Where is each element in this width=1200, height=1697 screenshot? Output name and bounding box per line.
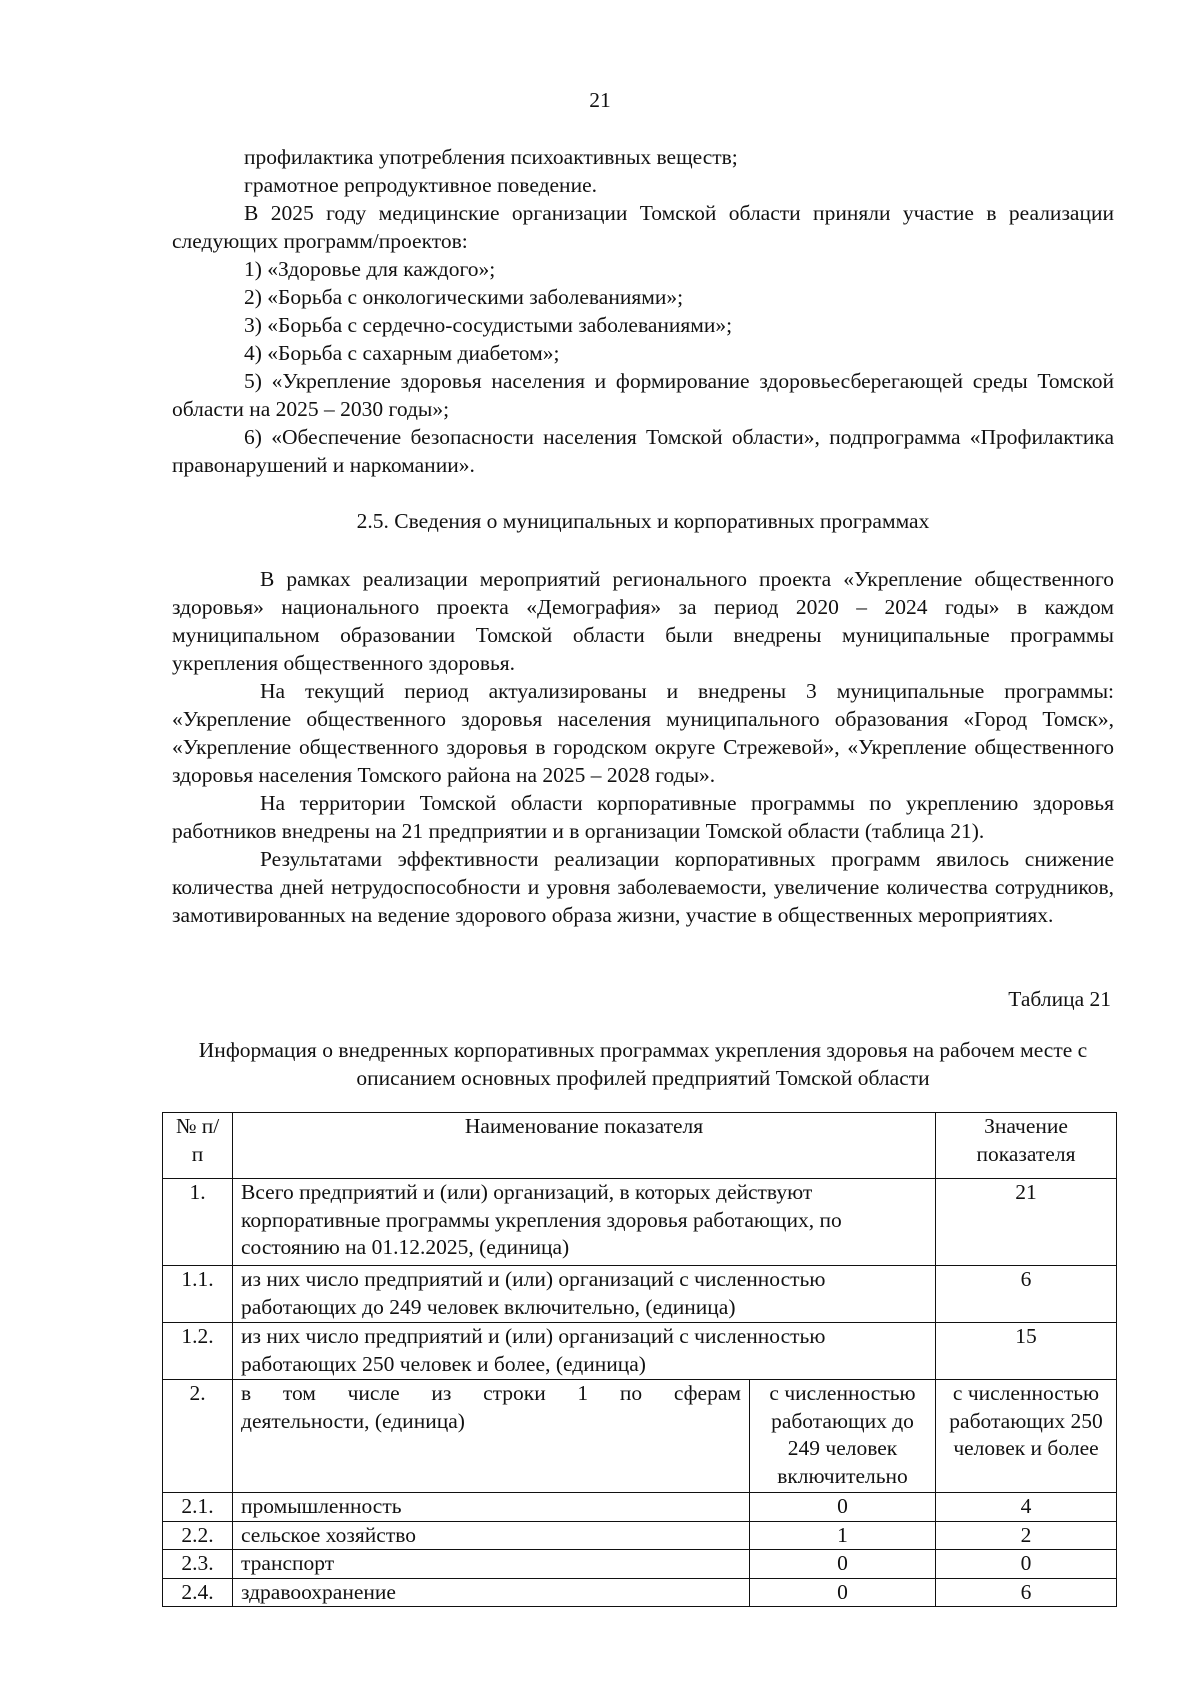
- indicators-table: [162, 1112, 1117, 1607]
- row-value: 15: [936, 1323, 1117, 1380]
- intro-block: [172, 143, 1114, 479]
- row-name: сельское хозяйство: [233, 1521, 750, 1550]
- row-num: 1.1.: [163, 1266, 233, 1323]
- row-large: 6: [936, 1578, 1117, 1607]
- section-paragraph: На текущий период актуализированы и внедрены 3 муниципальные программы: «Укрепление общественного здоровья населения муниципального образования «Город Томск», «Укрепление общественного здоровья в городском округе Стрежевой», «Укрепление общественного здоровья населения Томского района на 2025 – 2028 годы».: [172, 679, 1114, 787]
- row-large: 0: [936, 1550, 1117, 1579]
- table-row: [163, 1521, 1117, 1550]
- table-row: [163, 1266, 1117, 1323]
- row-name: [233, 1380, 750, 1493]
- section-paragraph: В рамках реализации мероприятий регионального проекта «Укрепление общественного здоровья» национального проекта «Демография» за период 2020 – 2024 годы» в каждом муниципальном образовании Томской области были внедрены муниципальные программы укрепления общественного здоровья.: [172, 567, 1114, 675]
- table-row: [163, 1323, 1117, 1380]
- program-item: 3) «Борьба с сердечно-сосудистыми заболеваниями»;: [244, 313, 733, 337]
- section-body: [172, 565, 1114, 929]
- row-name: Всего предприятий и (или) организаций, в которых действуют корпоративные программы укрепления здоровья работающих, по состоянию на 01.12.2025, (единица): [233, 1179, 936, 1266]
- row-large: 2: [936, 1521, 1117, 1550]
- table-header-row: [163, 1113, 1117, 1179]
- row-small: 0: [750, 1550, 936, 1579]
- table-label: Таблица 21: [1008, 987, 1111, 1011]
- row-name: промышленность: [233, 1493, 750, 1522]
- table-row: [163, 1493, 1117, 1522]
- row-name-line: деятельности, (единица): [241, 1408, 465, 1433]
- program-item: 2) «Борьба с онкологическими заболеваниями»;: [244, 285, 684, 309]
- row-name: из них число предприятий и (или) организаций с численностью работающих 250 человек и более, (единица): [233, 1323, 936, 1380]
- row-small: 0: [750, 1493, 936, 1522]
- table-row: [163, 1578, 1117, 1607]
- header-value: Значение показателя: [936, 1113, 1117, 1179]
- header-num: № п/п: [163, 1113, 233, 1179]
- table-row: [163, 1380, 1117, 1493]
- row-name: здравоохранение: [233, 1578, 750, 1607]
- section-paragraph: Результатами эффективности реализации корпоративных программ явилось снижение количества дней нетрудоспособности и уровня заболеваемости, увеличение количества сотрудников, замотивированных на ведение здорового образа жизни, участие в общественных мероприятиях.: [172, 847, 1114, 927]
- section-paragraph: На территории Томской области корпоративные программы по укреплению здоровья работников внедрены на 21 предприятии и в организации Томской области (таблица 21).: [172, 791, 1114, 843]
- col-large-header: с численностью работающих 250 человек и более: [936, 1380, 1117, 1493]
- row-num: 2.4.: [163, 1578, 233, 1607]
- col-small-header: с численностью работающих до 249 человек включительно: [750, 1380, 936, 1493]
- table-title: Информация о внедренных корпоративных программах укрепления здоровья на рабочем месте с описанием основных профилей предприятий Томской области: [198, 1038, 1088, 1090]
- intro-line: грамотное репродуктивное поведение.: [244, 173, 597, 197]
- row-num: 2.2.: [163, 1521, 233, 1550]
- row-value: 21: [936, 1179, 1117, 1266]
- row-large: 4: [936, 1493, 1117, 1522]
- page-number: 21: [589, 88, 611, 112]
- row-num: 2.1.: [163, 1493, 233, 1522]
- row-small: 1: [750, 1521, 936, 1550]
- program-item: 4) «Борьба с сахарным диабетом»;: [244, 341, 560, 365]
- row-num: 1.: [163, 1179, 233, 1266]
- section-heading: 2.5. Сведения о муниципальных и корпоративных программах: [356, 509, 930, 533]
- intro-paragraph: В 2025 году медицинские организации Томской области приняли участие в реализации следующих программ/проектов:: [172, 201, 1114, 253]
- header-name: Наименование показателя: [233, 1113, 936, 1179]
- program-item: 1) «Здоровье для каждого»;: [244, 257, 496, 281]
- row-value: 6: [936, 1266, 1117, 1323]
- program-item: 5) «Укрепление здоровья населения и формирование здоровьесберегающей среды Томской области на 2025 – 2030 годы»;: [172, 369, 1114, 421]
- table-row: [163, 1550, 1117, 1579]
- row-small: 0: [750, 1578, 936, 1607]
- row-name: транспорт: [233, 1550, 750, 1579]
- intro-line: профилактика употребления психоактивных веществ;: [244, 145, 738, 169]
- row-name-line: в том числе из строки 1 по сферам: [241, 1381, 741, 1405]
- row-name: из них число предприятий и (или) организаций с численностью работающих до 249 человек включительно, (единица): [233, 1266, 936, 1323]
- table-row: [163, 1179, 1117, 1266]
- row-num: 2.: [163, 1380, 233, 1493]
- row-num: 2.3.: [163, 1550, 233, 1579]
- row-num: 1.2.: [163, 1323, 233, 1380]
- program-item: 6) «Обеспечение безопасности населения Томской области», подпрограмма «Профилактика правонарушений и наркомании».: [172, 425, 1114, 477]
